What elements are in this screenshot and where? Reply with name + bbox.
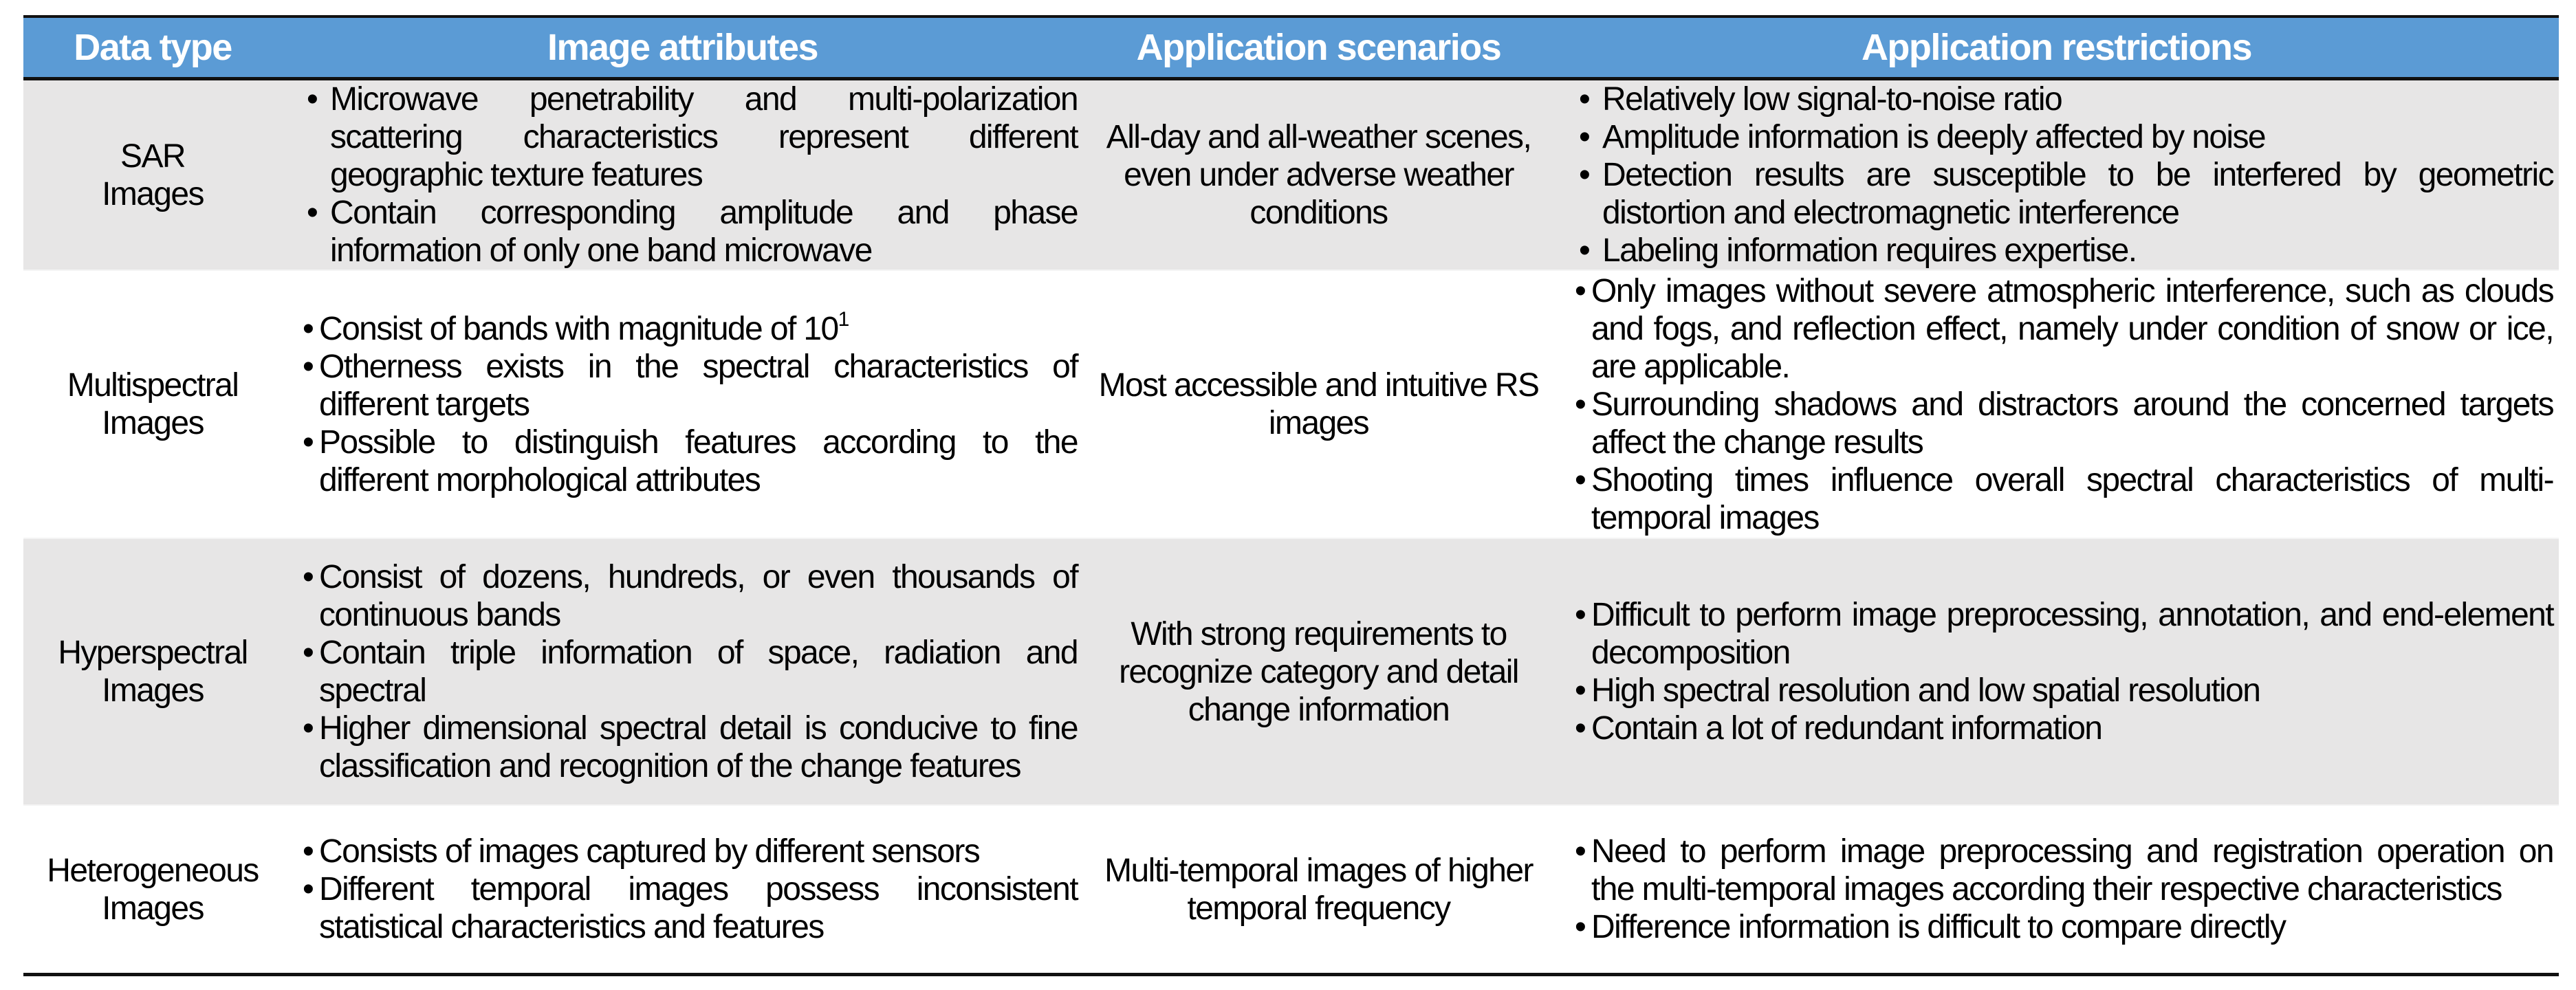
list-item: • High spectral resolution and low spatial resolution bbox=[1575, 672, 2260, 709]
header-application-restrictions: Application restrictions bbox=[1861, 26, 2252, 68]
list-item: • Possible to distinguish features according to the different morphological attributes bbox=[303, 424, 1078, 498]
list-item: • Detection results are susceptible to be interfered by geometric distortion and electromagnetic interference bbox=[1579, 157, 2553, 231]
list-item: • Consist of dozens, hundreds, or even thousands of continuous bands bbox=[303, 559, 1078, 633]
list-item: • Need to perform image preprocessing and registration operation on the multi-temporal images according their respective characteristics bbox=[1575, 833, 2553, 908]
data-type-cell bbox=[23, 806, 282, 973]
application-restrictions-cell bbox=[1554, 806, 2559, 973]
bullet-icon: • bbox=[1575, 833, 1586, 870]
list-item: • Difference information is difficult to compare directly bbox=[1575, 909, 2286, 945]
data-type-line: SAR bbox=[120, 138, 185, 175]
bullet-icon: • bbox=[1575, 710, 1586, 747]
list-item: • Amplitude information is deeply affected by noise bbox=[1579, 119, 2265, 155]
bullet-icon: • bbox=[307, 81, 318, 118]
bullet-icon: • bbox=[303, 833, 314, 870]
list-item: • Higher dimensional spectral detail is conducive to fine classification and recognition of the change features bbox=[303, 710, 1078, 784]
image-attributes-cell bbox=[282, 539, 1083, 804]
data-type-cell bbox=[23, 271, 282, 538]
bullet-icon: • bbox=[303, 424, 314, 461]
list-item: • Shooting times influence overall spectral characteristics of multi-temporal images bbox=[1575, 461, 2553, 536]
bullet-icon: • bbox=[303, 559, 314, 595]
header-data-type: Data type bbox=[74, 26, 232, 68]
list-item: • Microwave penetrability and multi-polarization scattering characteristics represent different geographic texture features bbox=[307, 81, 1078, 193]
image-attributes-cell bbox=[282, 80, 1083, 270]
bullet-icon: • bbox=[1579, 157, 1590, 193]
application-scenarios-cell: Most accessible and intuitive RS images bbox=[1098, 367, 1539, 441]
table-row-multispectral bbox=[23, 271, 2559, 539]
bullet-icon: • bbox=[1575, 461, 1586, 498]
list-item: • Contain corresponding amplitude and phase information of only one band microwave bbox=[307, 195, 1078, 269]
application-scenarios-cell: With strong requirements to recognize category and detail change information bbox=[1119, 615, 1518, 728]
bullet-icon: • bbox=[303, 310, 314, 347]
data-type-line: Images bbox=[102, 890, 204, 927]
data-type-line: Hyperspectral bbox=[58, 635, 248, 671]
bullet-icon: • bbox=[303, 710, 314, 747]
application-restrictions-cell bbox=[1554, 539, 2559, 804]
data-type-cell bbox=[23, 539, 282, 804]
list-item: • Surrounding shadows and distractors around the concerned targets affect the change results bbox=[1575, 386, 2553, 461]
data-type-line: Images bbox=[102, 672, 204, 709]
image-attributes-cell bbox=[282, 806, 1083, 973]
bullet-icon: • bbox=[1575, 386, 1586, 423]
bullet-icon: • bbox=[303, 635, 314, 671]
table-row-sar bbox=[23, 80, 2559, 271]
table-row-heterogeneous bbox=[23, 806, 2559, 973]
list-item: • Labeling information requires expertise. bbox=[1579, 232, 2137, 269]
table-header-row bbox=[23, 18, 2559, 80]
list-item: • Contain triple information of space, radiation and spectral bbox=[303, 635, 1078, 709]
list-item: • Contain a lot of redundant information bbox=[1575, 710, 2102, 747]
list-item: • Consist of bands with magnitude of $10^1$ bbox=[303, 307, 849, 347]
data-type-line: Heterogeneous bbox=[47, 852, 259, 889]
data-type-line: Images bbox=[102, 175, 204, 212]
application-scenarios-cell: Multi-temporal images of higher temporal frequency bbox=[1104, 852, 1533, 927]
list-item: • Otherness exists in the spectral characteristics of different targets bbox=[303, 348, 1078, 423]
bullet-icon: • bbox=[1579, 232, 1590, 269]
data-type-line: Multispectral bbox=[67, 367, 239, 404]
list-item: • Consists of images captured by different sensors bbox=[303, 833, 980, 870]
bullet-icon: • bbox=[303, 871, 314, 908]
application-scenarios-cell: All-day and all-weather scenes, even under adverse weather conditions bbox=[1106, 119, 1531, 231]
data-type-cell bbox=[23, 80, 282, 270]
bullet-icon: • bbox=[1575, 272, 1586, 309]
list-item: • Relatively low signal-to-noise ratio bbox=[1579, 81, 2062, 118]
bullet-icon: • bbox=[1579, 119, 1590, 155]
data-type-line: Images bbox=[102, 405, 204, 441]
list-item: • Difficult to perform image preprocessing, annotation, and end-element decomposition bbox=[1575, 597, 2553, 671]
bullet-icon: • bbox=[1579, 81, 1590, 118]
superscript: 1 bbox=[838, 307, 849, 331]
bullet-icon: • bbox=[303, 348, 314, 385]
table-row-hyperspectral bbox=[23, 539, 2559, 806]
header-application-scenarios: Application scenarios bbox=[1136, 26, 1501, 68]
bullet-icon: • bbox=[1575, 909, 1586, 945]
application-restrictions-cell bbox=[1554, 271, 2559, 538]
bullet-icon: • bbox=[307, 195, 318, 231]
image-attributes-cell bbox=[282, 271, 1083, 538]
application-restrictions-cell bbox=[1554, 80, 2559, 270]
list-item: • Different temporal images possess inconsistent statistical characteristics and features bbox=[303, 871, 1078, 945]
bullet-icon: • bbox=[1575, 597, 1586, 633]
header-image-attributes: Image attributes bbox=[547, 26, 818, 68]
bullet-icon: • bbox=[1575, 672, 1586, 709]
list-item: • Only images without severe atmospheric interference, such as clouds and fogs, and reflection effect, namely under condition of snow or ice, are applicable. bbox=[1575, 272, 2553, 385]
data-type-comparison-table bbox=[23, 15, 2559, 976]
